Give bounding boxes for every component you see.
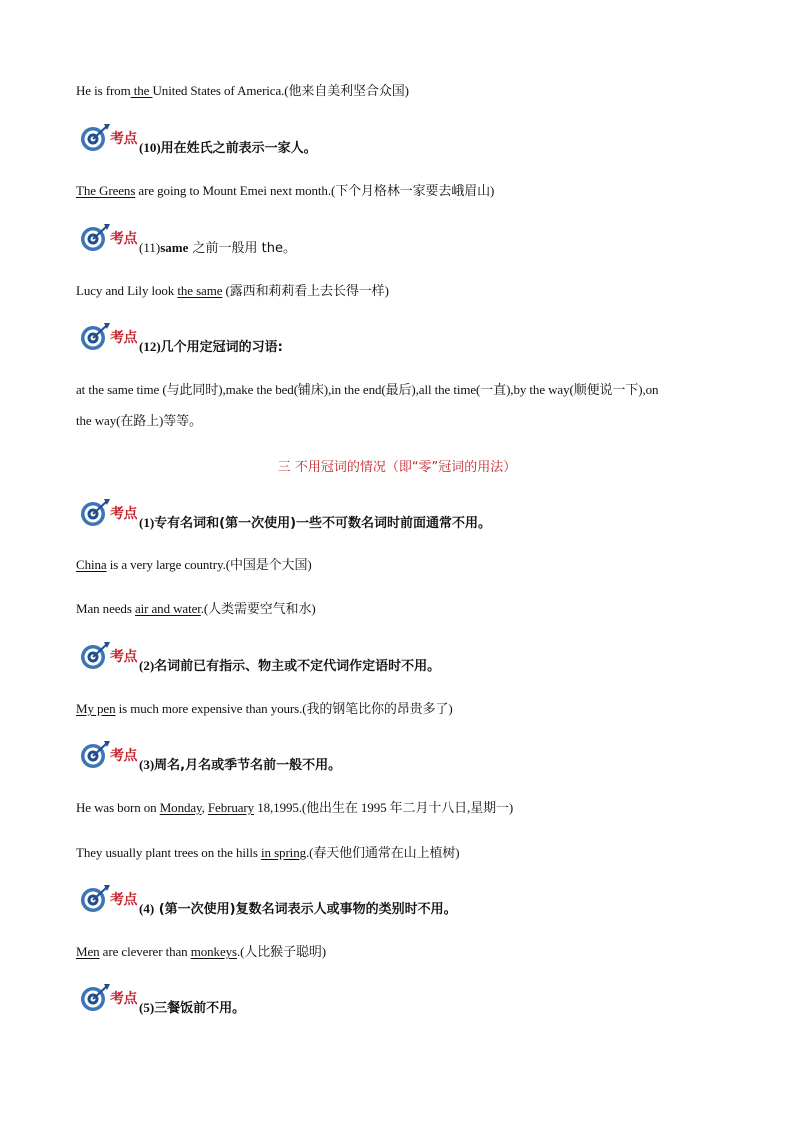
kaodian-badge — [80, 739, 142, 773]
section-title: 三 不用冠词的情况（即“零”冠词的用法） — [277, 460, 517, 475]
example-line: They usually plant trees on the hills in spring.(春天他们通常在山上植树) — [76, 845, 460, 860]
heading-text: (12)几个用定冠词的习语: — [139, 339, 283, 355]
kaodian-heading — [80, 321, 283, 355]
target-arrow-icon — [80, 497, 114, 531]
kaodian-badge — [80, 122, 142, 156]
target-arrow-icon — [80, 122, 114, 156]
heading-text: (3)周名,月名或季节名前一般不用。 — [139, 757, 342, 773]
kaodian-label: 考点 — [110, 506, 137, 522]
kaodian-heading — [80, 222, 296, 256]
target-arrow-icon — [80, 982, 114, 1016]
kaodian-label: 考点 — [110, 649, 137, 665]
kaodian-badge — [80, 222, 142, 256]
example-line: Men are cleverer than monkeys.(人比猴子聪明) — [76, 944, 326, 959]
kaodian-label: 考点 — [110, 231, 137, 247]
kaodian-label: 考点 — [110, 330, 137, 346]
target-arrow-icon — [80, 222, 114, 256]
kaodian-heading — [80, 497, 492, 531]
example-line: at the same time (与此同时),make the bed(铺床),in the end(最后),all the time(一直),by the way(顺便说一下),on — [76, 382, 659, 397]
heading-text: (2)名词前已有指示、物主或不定代词作定语时不用。 — [139, 658, 441, 674]
example-line: He is from the United States of America.(他来自美利坚合众国) — [76, 83, 409, 98]
kaodian-label: 考点 — [110, 131, 137, 147]
kaodian-label: 考点 — [110, 991, 137, 1007]
example-line: China is a very large country.(中国是个大国) — [76, 557, 312, 572]
heading-text: (4) (第一次使用)复数名词表示人或事物的类别时不用。 — [139, 901, 457, 917]
kaodian-heading — [80, 640, 441, 674]
kaodian-badge — [80, 497, 142, 531]
kaodian-heading — [80, 982, 246, 1016]
heading-text: (5)三餐饭前不用。 — [139, 1000, 246, 1016]
example-line: My pen is much more expensive than yours.(我的钢笔比你的昂贵多了) — [76, 701, 453, 716]
heading-text: (10)用在姓氏之前表示一家人。 — [139, 140, 317, 156]
heading-text: (11)same 之前一般用 the。 — [139, 240, 296, 256]
kaodian-label: 考点 — [110, 748, 137, 764]
kaodian-heading — [80, 739, 342, 773]
kaodian-badge — [80, 321, 142, 355]
kaodian-heading — [80, 883, 457, 917]
target-arrow-icon — [80, 739, 114, 773]
kaodian-badge — [80, 640, 142, 674]
kaodian-heading — [80, 122, 317, 156]
kaodian-badge — [80, 982, 142, 1016]
target-arrow-icon — [80, 321, 114, 355]
target-arrow-icon — [80, 640, 114, 674]
target-arrow-icon — [80, 883, 114, 917]
heading-text: (1)专有名词和(第一次使用)一些不可数名词时前面通常不用。 — [139, 515, 492, 531]
example-line: the way(在路上)等等。 — [76, 413, 202, 428]
kaodian-label: 考点 — [110, 892, 137, 908]
example-line: The Greens are going to Mount Emei next month.(下个月格林一家要去峨眉山) — [76, 183, 495, 198]
example-line: He was born on Monday, February 18,1995.(他出生在 1995 年二月十八日,星期一) — [76, 800, 514, 815]
example-line: Lucy and Lily look the same (露西和莉莉看上去长得一样) — [76, 283, 389, 298]
example-line: Man needs air and water.(人类需要空气和水) — [76, 601, 316, 616]
kaodian-badge — [80, 883, 142, 917]
